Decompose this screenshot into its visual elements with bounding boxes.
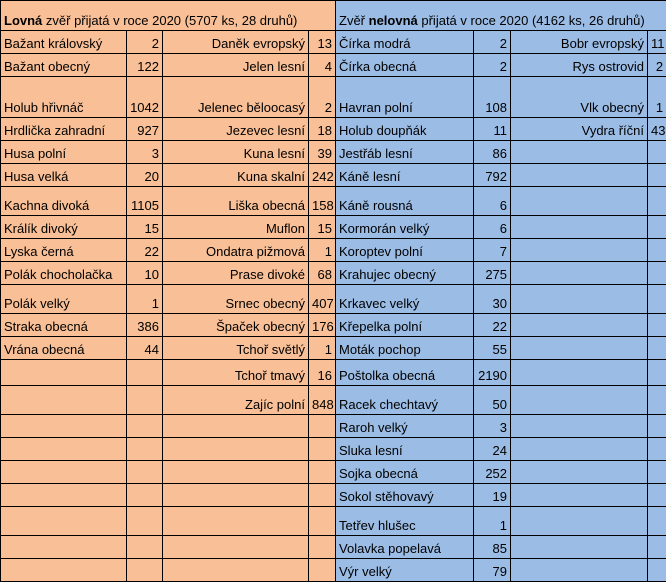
game-count-a-cell	[127, 461, 163, 484]
game-count-a-cell: 386	[127, 314, 163, 337]
nongame-species-a-cell: Sokol stěhovavý	[336, 484, 474, 507]
game-count-a-cell: 927	[127, 118, 163, 141]
game-count-b-cell: 16	[309, 360, 336, 386]
nongame-species-b-cell	[511, 559, 648, 582]
game-count-a-cell	[127, 360, 163, 386]
game-species-b-cell: Jelen lesní	[163, 54, 309, 77]
game-count-b-cell: 68	[309, 262, 336, 285]
game-count-b-cell: 176	[309, 314, 336, 337]
game-count-b-cell: 242	[309, 164, 336, 187]
nongame-species-b-cell	[511, 164, 648, 187]
table-row	[1, 216, 666, 239]
nongame-count-a-cell: 30	[474, 285, 511, 314]
game-species-b-cell: Jezevec lesní	[163, 118, 309, 141]
non-game-animals-header-prefix: Zvěř	[339, 13, 369, 28]
game-count-b-cell: 2	[309, 77, 336, 118]
game-species-a-cell: Vrána obecná	[1, 337, 127, 360]
nongame-species-b-cell	[511, 438, 648, 461]
table-row	[1, 164, 666, 187]
table-row	[1, 484, 666, 507]
nongame-count-a-cell: 7	[474, 239, 511, 262]
nongame-count-b-cell	[648, 386, 666, 415]
nongame-species-b-cell: Bobr evropský	[511, 31, 648, 54]
nongame-count-a-cell: 252	[474, 461, 511, 484]
game-count-b-cell: 39	[309, 141, 336, 164]
game-count-a-cell: 1105	[127, 187, 163, 216]
game-count-a-cell: 122	[127, 54, 163, 77]
game-species-a-cell: Lyska černá	[1, 239, 127, 262]
table-row	[1, 187, 666, 216]
nongame-species-a-cell: Kormorán velký	[336, 216, 474, 239]
table-row	[1, 262, 666, 285]
game-species-b-cell: Zajíc polní	[163, 386, 309, 415]
game-count-b-cell: 407	[309, 285, 336, 314]
nongame-species-a-cell: Racek chechtavý	[336, 386, 474, 415]
nongame-species-b-cell	[511, 386, 648, 415]
nongame-count-a-cell: 2	[474, 31, 511, 54]
nongame-species-b-cell	[511, 337, 648, 360]
table-row	[1, 337, 666, 360]
nongame-count-b-cell	[648, 239, 666, 262]
nongame-count-b-cell	[648, 187, 666, 216]
game-animals-header-bold: Lovná	[4, 13, 42, 28]
game-species-a-cell: Polák velký	[1, 285, 127, 314]
nongame-count-a-cell: 55	[474, 337, 511, 360]
nongame-species-a-cell: Moták pochop	[336, 337, 474, 360]
table-row	[1, 141, 666, 164]
nongame-species-a-cell: Krahujec obecný	[336, 262, 474, 285]
nongame-species-b-cell	[511, 216, 648, 239]
nongame-count-b-cell: 43	[648, 118, 666, 141]
game-species-a-cell	[1, 484, 127, 507]
game-species-b-cell: Tchoř světlý	[163, 337, 309, 360]
nongame-count-a-cell: 3	[474, 415, 511, 438]
game-count-b-cell	[309, 484, 336, 507]
game-species-b-cell: Tchoř tmavý	[163, 360, 309, 386]
nongame-species-a-cell: Káně lesní	[336, 164, 474, 187]
nongame-count-b-cell	[648, 536, 666, 559]
nongame-species-a-cell: Výr velký	[336, 559, 474, 582]
nongame-count-b-cell: 1	[648, 77, 666, 118]
table-row	[1, 314, 666, 337]
nongame-count-a-cell: 1	[474, 507, 511, 536]
non-game-animals-header	[336, 1, 666, 31]
game-species-b-cell	[163, 438, 309, 461]
nongame-species-b-cell	[511, 285, 648, 314]
game-count-b-cell	[309, 559, 336, 582]
game-count-b-cell: 158	[309, 187, 336, 216]
nongame-count-b-cell	[648, 461, 666, 484]
game-animals-header-text: zvěř přijatá v roce 2020 (5707 ks, 28 druhů)	[42, 13, 297, 28]
nongame-count-b-cell	[648, 360, 666, 386]
game-species-b-cell: Kuna lesní	[163, 141, 309, 164]
non-game-animals-header-bold: nelovná	[369, 13, 418, 28]
nongame-count-a-cell: 6	[474, 216, 511, 239]
nongame-species-b-cell	[511, 262, 648, 285]
nongame-species-b-cell	[511, 415, 648, 438]
nongame-species-a-cell: Křepelka polní	[336, 314, 474, 337]
nongame-count-a-cell: 19	[474, 484, 511, 507]
game-species-b-cell: Srnec obecný	[163, 285, 309, 314]
game-species-b-cell	[163, 559, 309, 582]
header-row	[1, 1, 666, 31]
table-row	[1, 507, 666, 536]
table-row	[1, 386, 666, 415]
nongame-species-a-cell: Tetřev hlušec	[336, 507, 474, 536]
nongame-count-a-cell: 50	[474, 386, 511, 415]
game-species-b-cell: Ondatra pižmová	[163, 239, 309, 262]
game-species-a-cell	[1, 559, 127, 582]
table-row	[1, 118, 666, 141]
nongame-count-b-cell	[648, 337, 666, 360]
table-row	[1, 77, 666, 118]
nongame-count-b-cell	[648, 216, 666, 239]
nongame-count-b-cell	[648, 141, 666, 164]
nongame-count-b-cell	[648, 285, 666, 314]
game-count-b-cell: 15	[309, 216, 336, 239]
nongame-count-a-cell: 2190	[474, 360, 511, 386]
game-count-b-cell	[309, 461, 336, 484]
game-species-a-cell: Polák chocholačka	[1, 262, 127, 285]
nongame-count-b-cell	[648, 262, 666, 285]
nongame-count-b-cell	[648, 415, 666, 438]
game-count-b-cell	[309, 415, 336, 438]
game-species-a-cell	[1, 536, 127, 559]
nongame-count-a-cell: 6	[474, 187, 511, 216]
nongame-count-b-cell	[648, 484, 666, 507]
game-count-a-cell: 20	[127, 164, 163, 187]
game-count-a-cell: 22	[127, 239, 163, 262]
nongame-species-b-cell	[511, 187, 648, 216]
game-animals-header	[1, 1, 336, 31]
nongame-species-a-cell: Sojka obecná	[336, 461, 474, 484]
nongame-count-a-cell: 275	[474, 262, 511, 285]
game-species-a-cell	[1, 507, 127, 536]
game-species-b-cell: Špaček obecný	[163, 314, 309, 337]
game-count-a-cell: 1	[127, 285, 163, 314]
table-row	[1, 415, 666, 438]
nongame-species-b-cell: Vydra říční	[511, 118, 648, 141]
game-species-b-cell: Daněk evropský	[163, 31, 309, 54]
nongame-species-b-cell	[511, 461, 648, 484]
game-species-a-cell: Holub hřivnáč	[1, 77, 127, 118]
nongame-species-b-cell: Vlk obecný	[511, 77, 648, 118]
nongame-count-a-cell: 108	[474, 77, 511, 118]
game-species-b-cell	[163, 536, 309, 559]
nongame-species-a-cell: Havran polní	[336, 77, 474, 118]
game-species-a-cell: Husa velká	[1, 164, 127, 187]
game-count-a-cell: 2	[127, 31, 163, 54]
game-count-b-cell: 1	[309, 337, 336, 360]
nongame-count-b-cell: 2	[648, 54, 666, 77]
game-count-a-cell: 3	[127, 141, 163, 164]
game-species-b-cell	[163, 507, 309, 536]
table-row	[1, 54, 666, 77]
game-count-b-cell: 13	[309, 31, 336, 54]
nongame-count-b-cell	[648, 438, 666, 461]
game-count-b-cell: 4	[309, 54, 336, 77]
game-species-a-cell: Bažant obecný	[1, 54, 127, 77]
game-count-b-cell	[309, 438, 336, 461]
nongame-count-a-cell: 79	[474, 559, 511, 582]
table-row	[1, 285, 666, 314]
game-species-b-cell: Liška obecná	[163, 187, 309, 216]
nongame-count-b-cell	[648, 559, 666, 582]
nongame-species-b-cell	[511, 507, 648, 536]
nongame-count-a-cell: 22	[474, 314, 511, 337]
nongame-species-a-cell: Krkavec velký	[336, 285, 474, 314]
game-species-a-cell: Kachna divoká	[1, 187, 127, 216]
nongame-species-a-cell: Sluka lesní	[336, 438, 474, 461]
nongame-count-a-cell: 24	[474, 438, 511, 461]
nongame-species-a-cell: Raroh velký	[336, 415, 474, 438]
game-species-a-cell: Husa polní	[1, 141, 127, 164]
game-species-a-cell	[1, 461, 127, 484]
game-species-a-cell	[1, 360, 127, 386]
nongame-count-a-cell: 86	[474, 141, 511, 164]
nongame-species-b-cell	[511, 360, 648, 386]
table-row	[1, 461, 666, 484]
game-count-a-cell: 10	[127, 262, 163, 285]
game-species-b-cell	[163, 461, 309, 484]
game-species-b-cell: Kuna skalní	[163, 164, 309, 187]
nongame-count-a-cell: 11	[474, 118, 511, 141]
nongame-species-a-cell: Koroptev polní	[336, 239, 474, 262]
nongame-species-a-cell: Holub doupňák	[336, 118, 474, 141]
game-count-a-cell: 44	[127, 337, 163, 360]
game-count-a-cell	[127, 484, 163, 507]
table-row	[1, 360, 666, 386]
game-species-a-cell: Straka obecná	[1, 314, 127, 337]
game-count-a-cell	[127, 507, 163, 536]
game-count-a-cell	[127, 415, 163, 438]
table-row	[1, 438, 666, 461]
game-count-b-cell: 1	[309, 239, 336, 262]
nongame-species-b-cell	[511, 141, 648, 164]
nongame-species-a-cell: Volavka popelavá	[336, 536, 474, 559]
nongame-species-b-cell	[511, 484, 648, 507]
game-count-b-cell: 18	[309, 118, 336, 141]
nongame-species-b-cell	[511, 536, 648, 559]
nongame-count-a-cell: 85	[474, 536, 511, 559]
nongame-species-a-cell: Čírka modrá	[336, 31, 474, 54]
game-species-a-cell	[1, 415, 127, 438]
game-count-a-cell: 1042	[127, 77, 163, 118]
game-count-a-cell	[127, 536, 163, 559]
game-species-a-cell	[1, 438, 127, 461]
table-row	[1, 239, 666, 262]
game-species-a-cell: Bažant královský	[1, 31, 127, 54]
nongame-count-b-cell	[648, 507, 666, 536]
nongame-species-b-cell	[511, 314, 648, 337]
game-species-a-cell: Králík divoký	[1, 216, 127, 239]
nongame-count-b-cell: 11	[648, 31, 666, 54]
game-species-b-cell: Prase divoké	[163, 262, 309, 285]
game-count-b-cell	[309, 536, 336, 559]
table-row	[1, 31, 666, 54]
game-count-a-cell	[127, 386, 163, 415]
game-count-b-cell	[309, 507, 336, 536]
nongame-species-b-cell: Rys ostrovid	[511, 54, 648, 77]
nongame-species-a-cell: Jestřáb lesní	[336, 141, 474, 164]
nongame-species-a-cell: Poštolka obecná	[336, 360, 474, 386]
game-species-b-cell	[163, 484, 309, 507]
game-species-b-cell: Jelenec běloocasý	[163, 77, 309, 118]
table-row	[1, 536, 666, 559]
nongame-count-b-cell	[648, 164, 666, 187]
game-count-a-cell	[127, 438, 163, 461]
game-species-b-cell	[163, 415, 309, 438]
table-row	[1, 559, 666, 582]
nongame-count-a-cell: 792	[474, 164, 511, 187]
non-game-animals-header-text: přijatá v roce 2020 (4162 ks, 26 druhů)	[418, 13, 645, 28]
game-count-b-cell: 848	[309, 386, 336, 415]
nongame-species-a-cell: Káně rousná	[336, 187, 474, 216]
nongame-count-a-cell: 2	[474, 54, 511, 77]
game-species-a-cell	[1, 386, 127, 415]
game-species-b-cell: Muflon	[163, 216, 309, 239]
nongame-count-b-cell	[648, 314, 666, 337]
game-species-a-cell: Hrdlička zahradní	[1, 118, 127, 141]
nongame-species-a-cell: Čírka obecná	[336, 54, 474, 77]
nongame-species-b-cell	[511, 239, 648, 262]
game-count-a-cell: 15	[127, 216, 163, 239]
game-count-a-cell	[127, 559, 163, 582]
